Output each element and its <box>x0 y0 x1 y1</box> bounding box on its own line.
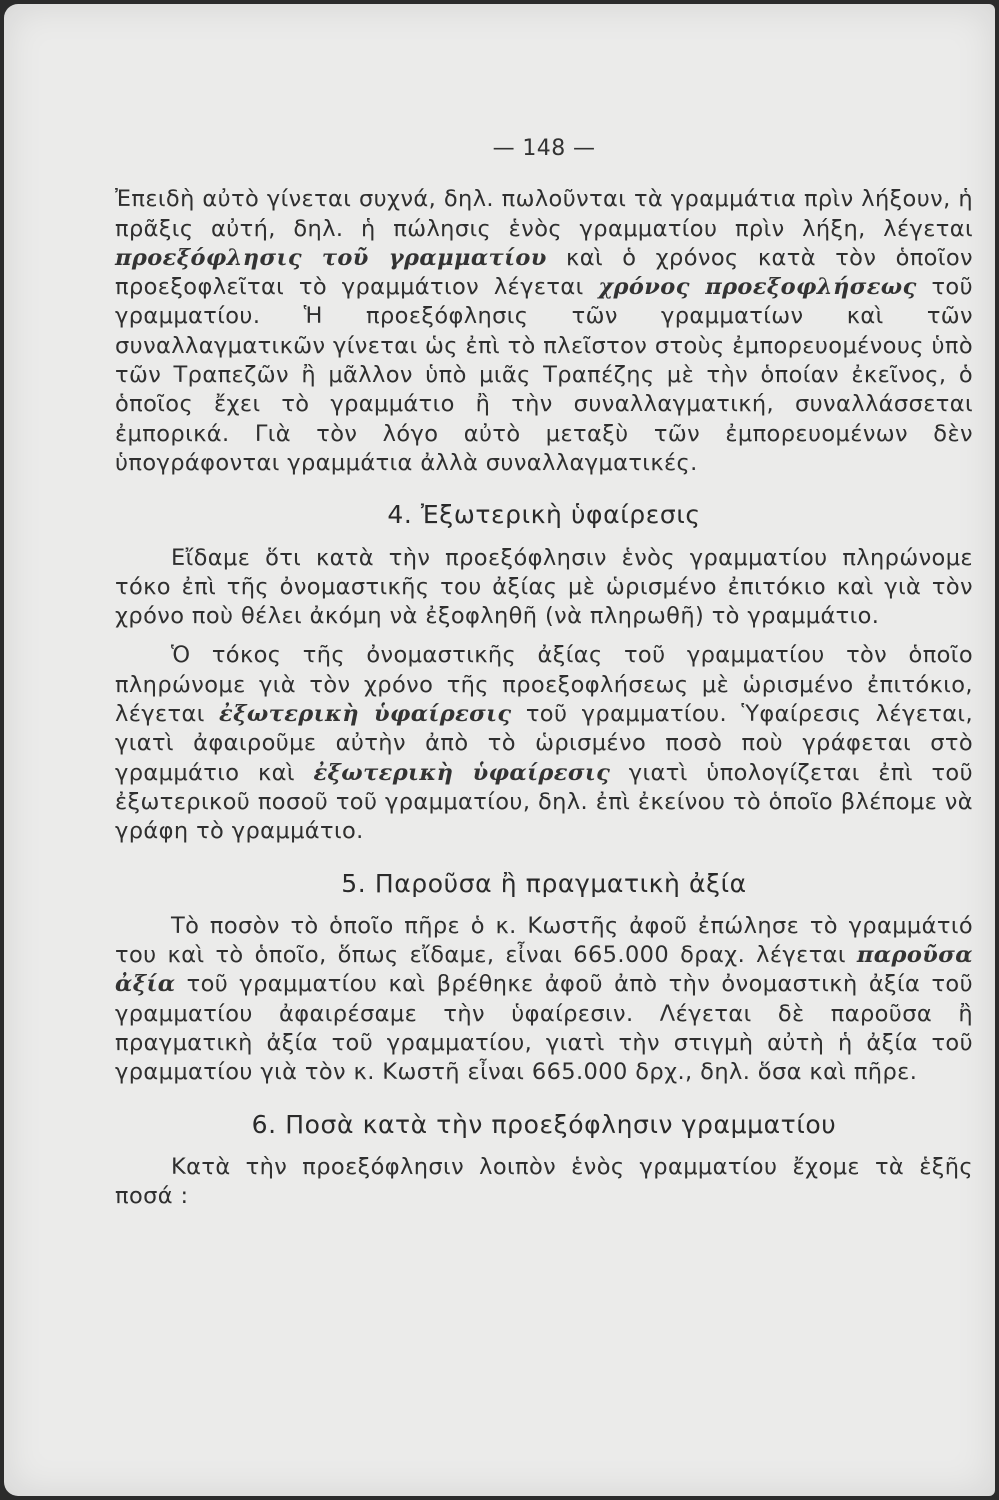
term-prepayment-time: χρόνος προεξοφλήσεως <box>598 274 917 301</box>
section-6-paragraph-1: Κατὰ τὴν προεξόφλησιν λοιπὸν ἑνὸς γραμματίου ἔχομε τὰ ἑξῆς ποσά : <box>115 1153 973 1210</box>
s4p2-text-b: τοῦ γραμματίου. Ὑφαίρεσις λέγεται, γιατὶ ἀφαιροῦμε αὐτὴν ἀπὸ τὸ ὡρισμένο ποσὸ ποὺ γράφεται στὸ γραμμάτιο καὶ <box>115 701 973 786</box>
s4p2-text-a: Ὁ τόκος τῆς ὀνομαστικῆς ἀξίας τοῦ γραμματίου τὸν ὁποῖο πληρώνομε γιὰ τὸν χρόνο τῆς προεξοφλήσεως μὲ ὡρισμένο ἐπιτόκιο, λέγεται <box>115 642 973 728</box>
section-4-heading: 4. Ἐξωτερικὴ ὑφαίρεσις <box>387 500 701 530</box>
intro-text-b: καὶ ὁ χρόνος κατὰ τὸν ὁποῖον προεξοφλεῖται τὸ γραμμάτιον λέγεται <box>115 244 973 301</box>
section-4-paragraph-2 <box>115 641 973 846</box>
s5p1-text-b: τοῦ γραμματίου καὶ βρέθηκε ἀφοῦ ἀπὸ τὴν ὀνομαστικὴ ἀξία τοῦ γραμματίου ἀφαιρέσαμε τὴν ὑφαίρεσιν. Λέγεται δὲ παροῦσα ἢ πραγματικὴ ἀξία τοῦ γραμματίου, γιατὶ τὴν στιγμὴ αὐτὴ ἡ ἀξία τοῦ γραμματίου γιὰ τὸν κ. Κωστῆ εἶναι 665.000 δρχ., δηλ. ὅσα καὶ πῆρε. <box>115 971 973 1086</box>
term-present-value: παροῦσα ἀξία <box>115 942 973 998</box>
term-prepayment-of-note: προεξόφλησις τοῦ γραμματίου <box>115 244 547 271</box>
intro-text-c: τοῦ γραμματίου. Ἡ προεξόφλησις τῶν γραμματίων καὶ τῶν συναλλαγματικῶν γίνεται ὡς ἐπὶ τὸ πλεῖστον στοὺς ἐμπορευομένους ὑπὸ τῶν Τραπεζῶν ἢ μᾶλλον ὑπὸ μιᾶς Τραπέζης μὲ τὴν ὁποίαν ἐκεῖνος, ὁ ὁποῖος ἔχει τὸ γραμμάτιο ἢ τὴν συναλλαγματική, συναλλάσσεται ἐμπορικά. Γιὰ τὸν λόγο αὐτὸ μεταξὺ τῶν ἐμπορευομένων δὲν ὑπογράφονται γραμμάτια ἀλλὰ συναλλαγματικές. <box>115 274 973 476</box>
section-6-heading: 6. Ποσὰ κατὰ τὴν προεξόφλησιν γραμματίου <box>251 1109 837 1139</box>
section-4-paragraph-1: Εἴδαμε ὅτι κατὰ τὴν προεξόφλησιν ἑνὸς γραμματίου πληρώνομε τόκο ἐπὶ τῆς ὀνομαστικῆς του ἀξίας μὲ ὡρισμένο ἐπιτόκιο καὶ γιὰ τὸν χρόνο ποὺ θέλει ἀκόμη νὰ ἐξοφληθῆ (νὰ πληρωθῆ) τὸ γραμμάτιο. <box>115 544 973 630</box>
section-5-paragraph-1 <box>115 912 973 1088</box>
s5p1-text-a: Τὸ ποσὸν τὸ ὁποῖο πῆρε ὁ κ. Κωστῆς ἀφοῦ ἐπώλησε τὸ γραμμάτιό του καὶ τὸ ὁποῖο, ὅπως εἴδαμε, εἶναι 665.000 δραχ. λέγεται <box>115 912 973 969</box>
term-external-discount-2: ἐξωτερικὴ ὑφαίρεσις <box>313 759 611 786</box>
page-number: — 148 — <box>492 136 596 161</box>
scanned-page <box>4 4 995 1496</box>
intro-paragraph <box>115 185 973 478</box>
intro-text-a: Ἐπειδὴ αὐτὸ γίνεται συχνά, δηλ. πωλοῦνται τὰ γραμμάτια πρὶν λήξουν, ἡ πρᾶξις αὐτή, δηλ. ἡ πώλησις ἑνὸς γραμματίου πρὶν λήξη, λέγεται <box>115 186 973 242</box>
term-external-discount-1: ἐξωτερικὴ ὑφαίρεσις <box>219 701 512 728</box>
section-5-heading: 5. Παροῦσα ἢ πραγματικὴ ἀξία <box>341 868 747 898</box>
page-text <box>115 134 973 1212</box>
s4p2-text-c: γιατὶ ὑπολογίζεται ἐπὶ τοῦ ἐξωτερικοῦ ποσοῦ τοῦ γραμματίου, δηλ. ἐπὶ ἐκείνου τὸ ὁποῖο βλέπομε νὰ γράφη τὸ γραμμάτιο. <box>115 759 973 845</box>
